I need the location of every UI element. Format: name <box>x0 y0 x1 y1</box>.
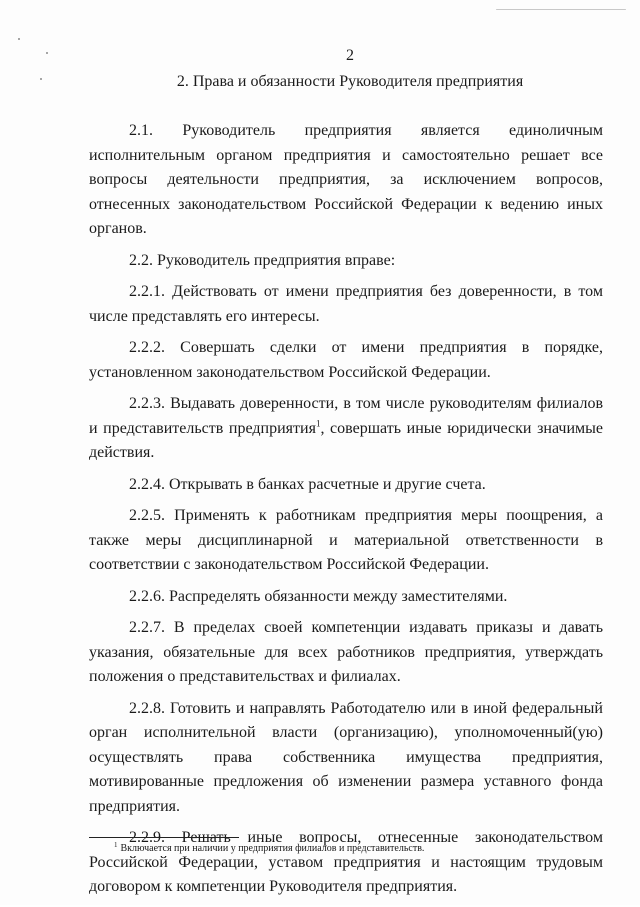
scan-mark <box>40 78 42 80</box>
scan-mark <box>18 38 20 40</box>
paragraph-2-2-1: 2.2.1. Действовать от имени предприятия без доверенности, в том числе представлять его интересы. <box>89 283 603 325</box>
paragraph-2-1: 2.1. Руководитель предприятия является единоличным исполнительным органом предприятия и самостоятельно решает все вопросы деятельности предприятия, за исключением вопросов, отнесенных законодательством Российской Федерации к ведению иных органов. <box>89 122 603 237</box>
paragraph-2-2-8: 2.2.8. Готовить и направлять Работодателю или в иной федеральный орган исполнительной власти (организацию), уполномоченный(ую) осуществлять права собственника имущества предприятия, мотивированные предложения об изменении размера уставного фонда предприятия. <box>89 699 603 815</box>
page-number: 2 <box>346 47 354 64</box>
paragraph-2-2-6: 2.2.6. Распределять обязанности между заместителями. <box>129 587 508 605</box>
footnote-divider <box>89 837 239 838</box>
paragraph-2-2-2: 2.2.2. Совершать сделки от имени предприятия в порядке, установленном законодательством Российской Федерации. <box>89 339 603 381</box>
paragraph-2-2-9: 2.2.9. Решать иные вопросы, отнесенные законодательством Российской Федерации, уставом предприятия и настоящим трудовым договором к компетенции Руководителя предприятия. <box>89 829 603 895</box>
paragraph-2-2-3-text: 2.2.3. Выдавать доверенности, в том числе руководителям филиалов и представительств предприятия <box>89 395 603 437</box>
document-body <box>89 119 603 907</box>
paragraph-2-2-7: 2.2.7. В пределах своей компетенции издавать приказы и давать указания, обязательные для всех работников предприятия, утверждать положения о представительствах и филиалах. <box>89 619 603 685</box>
paragraph-2-2: 2.2. Руководитель предприятия вправе: <box>129 251 396 269</box>
footnote-reference[interactable]: 1 <box>315 418 321 429</box>
paragraph-2-2-5: 2.2.5. Применять к работникам предприятия меры поощрения, а также меры дисциплинарной и материальной ответственности в соответствии с законодательством Российской Федерации. <box>89 507 603 573</box>
paragraph-2-2-3-text-end: , совершать иные юридически значимые действия. <box>89 419 603 461</box>
paragraph-2-2-4: 2.2.4. Открывать в банках расчетные и другие счета. <box>129 475 486 493</box>
footnote-text: Включается при наличии у предприятия филиалов и представительств. <box>120 843 425 854</box>
footnote-marker: 1 <box>114 840 118 849</box>
scan-mark <box>496 9 626 10</box>
footnote <box>114 840 604 854</box>
section-heading: 2. Права и обязанности Руководителя предприятия <box>176 73 524 90</box>
paragraph-2-2-3 <box>89 392 603 466</box>
